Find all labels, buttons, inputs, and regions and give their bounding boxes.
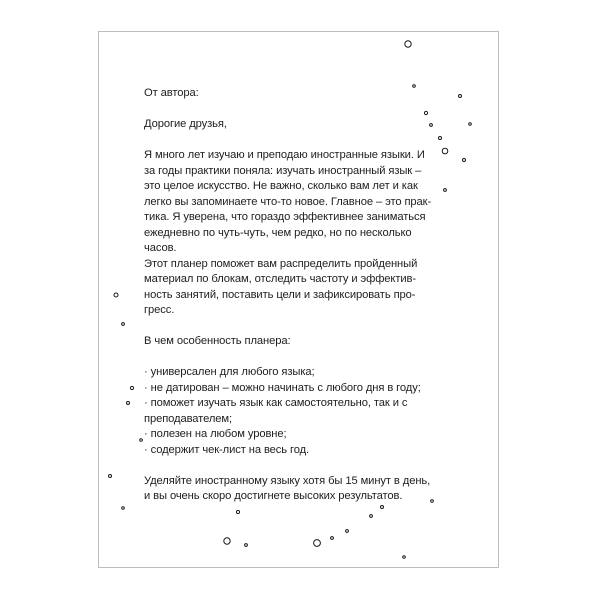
text-line: Этот планер поможет вам распределить пройденный <box>144 257 418 270</box>
text-line: часов. <box>144 242 177 254</box>
paragraph-gap <box>144 319 454 335</box>
bubble <box>224 538 230 544</box>
text-line: ежедневно по чуть-чуть, чем редко, но по несколько <box>144 226 412 239</box>
text-line: В чем особенность планера: <box>144 335 291 347</box>
author-letter <box>144 86 454 505</box>
bubble <box>403 556 406 559</box>
bubble <box>405 41 411 47</box>
text-line: · универсален для любого языка; <box>144 366 315 378</box>
paragraph-gap <box>144 133 454 149</box>
bubble <box>314 540 321 547</box>
text-line: · содержит чек-лист на весь год. <box>144 443 310 456</box>
bubble <box>469 123 472 126</box>
text-line: От автора: <box>144 87 199 99</box>
text-line: Я много лет изучаю и преподаю иностранные языки. И <box>144 149 425 161</box>
paragraph-gap <box>144 458 454 474</box>
bubble <box>127 402 130 405</box>
bubble <box>140 439 143 442</box>
bubble <box>463 159 466 162</box>
bubble <box>122 323 125 326</box>
bubble <box>346 530 349 533</box>
text-line: Уделяйте иностранному языку хотя бы 15 минут в день, <box>144 474 431 487</box>
text-line: легко вы запоминаете что-то новое. Главное – это прак- <box>144 195 432 208</box>
bubble <box>130 386 133 389</box>
bubble <box>459 95 462 98</box>
text-line: ность занятий, поставить цели и зафиксировать про- <box>144 288 416 301</box>
text-line: это целое искусство. Не важно, сколько вам лет и как <box>144 180 418 192</box>
text-line: материал по блокам, отследить частоту и эффектив- <box>144 273 416 285</box>
bubble <box>114 293 118 297</box>
text-line: Дорогие друзья, <box>144 118 227 130</box>
bubble <box>236 510 239 513</box>
bubble <box>331 537 334 540</box>
document-page <box>98 31 499 568</box>
bubble <box>122 507 125 510</box>
text-line: и вы очень скоро достигнете высоких результатов. <box>144 490 403 502</box>
text-line: гресс. <box>144 304 175 316</box>
text-line: · поможет изучать язык как самостоятельно, так и с <box>144 397 408 409</box>
text-line: · полезен на любом уровне; <box>144 428 287 440</box>
paragraph-gap <box>144 350 454 366</box>
bubble <box>370 515 373 518</box>
bubble <box>381 506 384 509</box>
text-line: преподавателем; <box>144 412 232 425</box>
bubble <box>109 475 112 478</box>
paragraph-gap <box>144 102 454 118</box>
text-line: тика. Я уверена, что гораздо эффективнее заниматься <box>144 211 426 223</box>
bubble <box>245 544 248 547</box>
text-line: · не датирован – можно начинать с любого дня в году; <box>144 381 421 394</box>
text-line: за годы практики поняла: изучать иностранный язык – <box>144 164 422 177</box>
